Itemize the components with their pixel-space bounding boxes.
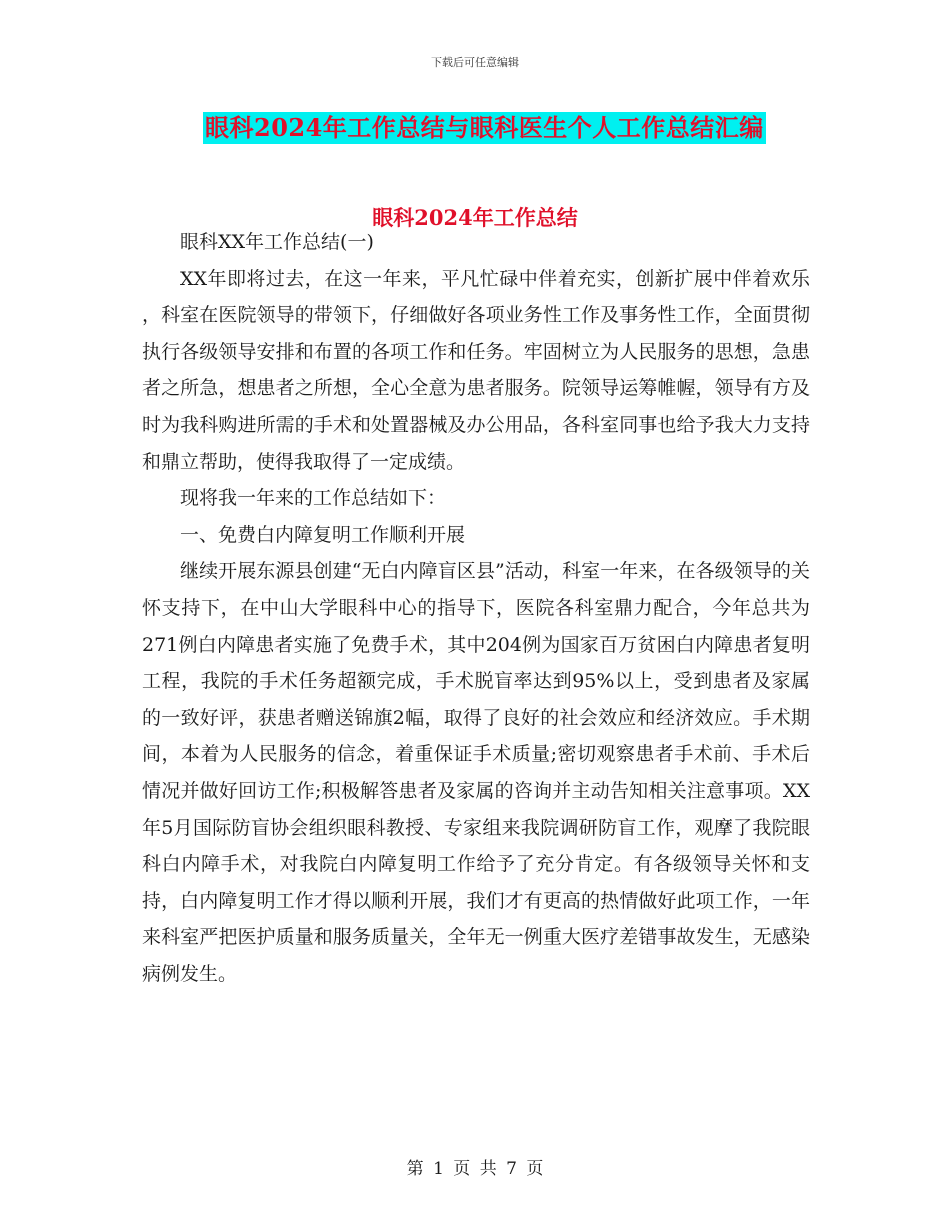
summary-lead-paragraph: 现将我一年来的工作总结如下： (180, 487, 447, 510)
subheading-paragraph: 眼科XX年工作总结(一) (180, 231, 374, 253)
section-title: 眼科2024年工作总结 (372, 205, 578, 230)
document-title: 眼科2024年工作总结与眼科医生个人工作总结汇编 (205, 113, 764, 142)
page-number-footer: 第 1 页 共 7 页 (406, 1159, 544, 1179)
cataract-work-paragraph: 继续开展东源县创建“无白内障盲区县”活动，科室一年来，在各级领导的关怀支持下，在中山大学眼科中心的指导下，医院各科室鼎力配合，今年总共为271例白内障患者实施了免费手术，其中204例为国家百万贫困白内障患者复明工程，我院的手术任务超额完成，手术脱盲率达到95%以上，受到患者及家属的一致好评，获患者赠送锦旗2幅，取得了良好的社会效应和经济效应。手术期间，本着为人民服务的信念，着重保证手术质量;密切观察患者手术前、手术后情况并做好回访工作;积极解答患者及家属的咨询并主动告知相关注意事项。XX年5月国际防盲协会组织眼科教授、专家组来我院调研防盲工作，观摩了我院眼科白内障手术，对我院白内障复明工作给予了充分肯定。有各级领导关怀和支持，白内障复明工作才得以顺利开展，我们才有更高的热情做好此项工作，一年来科室严把医护质量和服务质量关，全年无一例重大医疗差错事故发生，无感染病例发生。 (142, 560, 810, 985)
intro-paragraph: XX年即将过去，在这一年来，平凡忙碌中伴着充实，创新扩展中伴着欢乐 ，科室在医院领导的带领下，仔细做好各项业务性工作及事务性工作，全面贯彻执行各级领导安排和布置的各项工作和任务。牢固树立为人民服务的思想，急患者之所急，想患者之所想，全心全意为患者服务。院领导运筹帷幄，领导有方及时为我科购进所需的手术和处置器械及办公用品，各科室同事也给予我大力支持和鼎立帮助，使得我取得了一定成绩。 (142, 267, 810, 473)
section-heading-paragraph: 一、免费白内障复明工作顺利开展 (180, 523, 466, 546)
document-body (142, 224, 810, 992)
page-header-note: 下载后可任意编辑 (431, 56, 519, 69)
